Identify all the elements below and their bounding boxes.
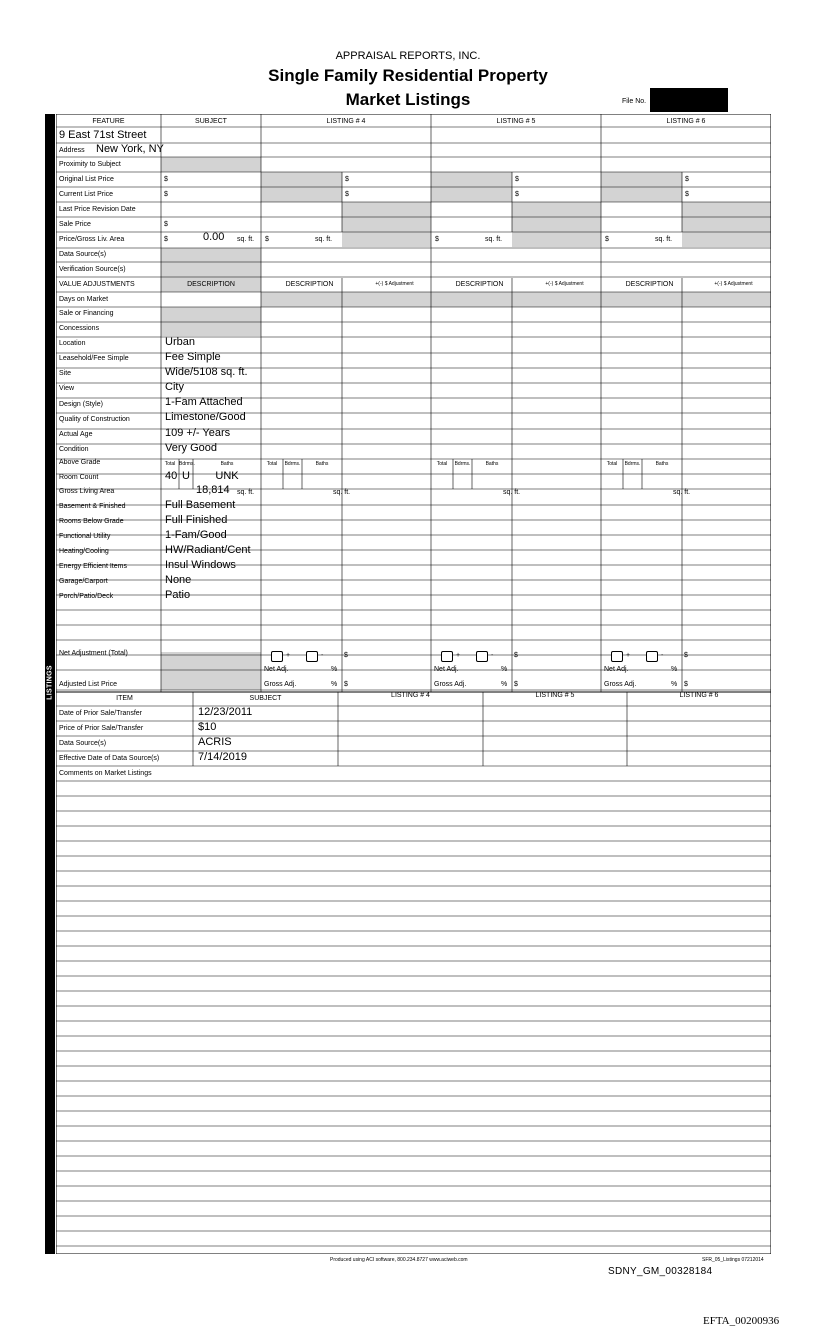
sqft-label: sq. ft. bbox=[673, 489, 691, 496]
minus-label: - bbox=[661, 652, 664, 659]
dollar-sign: $ bbox=[345, 191, 349, 198]
prior-row-label: Date of Prior Sale/Transfer bbox=[59, 710, 142, 717]
percent-sign: % bbox=[501, 666, 508, 673]
row-label: Verification Source(s) bbox=[59, 266, 126, 273]
room-bdrms-header: Bdrms. bbox=[624, 461, 641, 467]
row-label: Functional Utility bbox=[59, 533, 111, 540]
room-bdrms-header: Bdrms. bbox=[284, 461, 301, 467]
subject-price-per-area: 0.00 bbox=[203, 231, 225, 243]
dollar-sign: $ bbox=[684, 681, 688, 688]
address-label: Address bbox=[59, 147, 85, 154]
sqft-label: sq. ft. bbox=[237, 236, 255, 243]
subject-value: Urban bbox=[165, 336, 195, 348]
percent-sign: % bbox=[671, 681, 678, 688]
row-label: Data Source(s) bbox=[59, 251, 107, 258]
prior-subject-header: SUBJECT bbox=[249, 695, 282, 702]
room-baths-header: Baths bbox=[485, 461, 499, 467]
subject-street: 9 East 71st Street bbox=[59, 129, 147, 141]
row-label: Net Adjustment (Total) bbox=[59, 650, 128, 657]
dollar-sign: $ bbox=[265, 236, 269, 243]
sqft-label: sq. ft. bbox=[315, 236, 333, 243]
minus-checkbox[interactable] bbox=[306, 651, 318, 662]
sqft-label: sq. ft. bbox=[237, 489, 255, 496]
prior-row-value: ACRIS bbox=[198, 736, 232, 748]
dollar-sign: $ bbox=[514, 681, 518, 688]
room-baths-header: Baths bbox=[655, 461, 669, 467]
row-label: VALUE ADJUSTMENTS bbox=[59, 281, 135, 288]
minus-label: - bbox=[491, 652, 494, 659]
row-label: Heating/Cooling bbox=[59, 548, 109, 555]
adjustment-header: +(-) $ Adjustment bbox=[714, 281, 753, 287]
company-name: APPRAISAL REPORTS, INC. bbox=[335, 50, 481, 62]
row-label: Basement & Finished bbox=[59, 503, 126, 510]
dollar-sign: $ bbox=[164, 176, 168, 183]
subject-value: Very Good bbox=[165, 442, 217, 454]
sqft-label: sq. ft. bbox=[485, 236, 503, 243]
row-label: Leasehold/Fee Simple bbox=[59, 355, 129, 362]
subject-room-baths: UNK bbox=[215, 470, 239, 482]
subject-value: Limestone/Good bbox=[165, 411, 246, 423]
dollar-sign: $ bbox=[344, 652, 348, 659]
col-listing-4: LISTING # 4 bbox=[326, 118, 366, 125]
gross-adj-label: Gross Adj. bbox=[264, 681, 297, 688]
row-label: Quality of Construction bbox=[59, 416, 130, 423]
dollar-sign: $ bbox=[515, 191, 519, 198]
row-label: Condition bbox=[59, 446, 89, 453]
prior-listing-5-header: LISTING # 5 bbox=[535, 692, 575, 699]
col-listing-6: LISTING # 6 bbox=[666, 118, 706, 125]
percent-sign: % bbox=[331, 681, 338, 688]
prior-listing-6-header: LISTING # 6 bbox=[679, 692, 719, 699]
row-label: Days on Market bbox=[59, 296, 109, 303]
percent-sign: % bbox=[331, 666, 338, 673]
row-label: Current List Price bbox=[59, 191, 114, 198]
row-label: Room Count bbox=[59, 474, 99, 481]
plus-label: + bbox=[626, 652, 631, 659]
description-header: DESCRIPTION bbox=[625, 281, 674, 288]
subject-value: Insul Windows bbox=[165, 559, 236, 571]
room-bdrms-header: Bdrms. bbox=[454, 461, 471, 467]
row-label: Porch/Patio/Deck bbox=[59, 593, 114, 600]
prior-item-header: ITEM bbox=[116, 695, 133, 702]
subject-room-total: 40 bbox=[165, 470, 178, 482]
plus-checkbox[interactable] bbox=[611, 651, 623, 662]
subject-value: City bbox=[165, 381, 184, 393]
dollar-sign: $ bbox=[164, 191, 168, 198]
description-header: DESCRIPTION bbox=[285, 281, 334, 288]
plus-label: + bbox=[286, 652, 291, 659]
subject-value: None bbox=[165, 574, 192, 586]
subject-value: Full Basement bbox=[165, 499, 236, 511]
subject-value: HW/Radiant/Cent bbox=[165, 544, 251, 556]
subject-value: Full Finished bbox=[165, 514, 228, 526]
subject-value: Fee Simple bbox=[165, 351, 221, 363]
percent-sign: % bbox=[671, 666, 678, 673]
row-label: View bbox=[59, 385, 75, 392]
file-no-label: File No. bbox=[622, 98, 647, 105]
dollar-sign: $ bbox=[514, 652, 518, 659]
form-title: Single Family Residential Property bbox=[268, 66, 548, 85]
file-no-redaction bbox=[650, 88, 728, 112]
description-header: DESCRIPTION bbox=[187, 281, 235, 288]
room-total-header: Total bbox=[436, 461, 448, 467]
adjustment-header: +(-) $ Adjustment bbox=[375, 281, 414, 287]
dollar-sign: $ bbox=[515, 176, 519, 183]
subject-value: 1-Fam/Good bbox=[165, 529, 227, 541]
prior-row-value: 12/23/2011 bbox=[198, 706, 253, 718]
dollar-sign: $ bbox=[344, 681, 348, 688]
row-label: Proximity to Subject bbox=[59, 161, 121, 168]
dollar-sign: $ bbox=[164, 236, 168, 243]
prior-listing-4-header: LISTING # 4 bbox=[391, 692, 430, 699]
form-subtitle: Market Listings bbox=[345, 90, 471, 109]
row-label: Garage/Carport bbox=[59, 578, 108, 585]
plus-checkbox[interactable] bbox=[441, 651, 453, 662]
sqft-label: sq. ft. bbox=[333, 489, 351, 496]
col-listing-5: LISTING # 5 bbox=[496, 118, 536, 125]
room-total-header: Total bbox=[164, 461, 176, 467]
subject-gla: 18,814 bbox=[196, 484, 230, 496]
adjustment-header: +(-) $ Adjustment bbox=[545, 281, 584, 287]
dollar-sign: $ bbox=[435, 236, 439, 243]
subject-value: 109 +/- Years bbox=[165, 427, 231, 439]
net-adj-label: Net Adj. bbox=[604, 666, 629, 673]
dollar-sign: $ bbox=[685, 191, 689, 198]
row-label: Adjusted List Price bbox=[59, 681, 117, 688]
dollar-sign: $ bbox=[684, 652, 688, 659]
col-feature: FEATURE bbox=[92, 118, 125, 125]
prior-row-value: $10 bbox=[198, 721, 217, 733]
dollar-sign: $ bbox=[605, 236, 609, 243]
row-label: Site bbox=[59, 370, 72, 377]
row-label: Original List Price bbox=[59, 176, 114, 183]
minus-checkbox[interactable] bbox=[476, 651, 488, 662]
row-label: Gross Living Area bbox=[59, 488, 115, 495]
row-label: Actual Age bbox=[59, 431, 93, 438]
room-baths-header: Baths bbox=[220, 461, 234, 467]
room-total-header: Total bbox=[606, 461, 618, 467]
row-label: Sale or Financing bbox=[59, 310, 114, 317]
gross-adj-label: Gross Adj. bbox=[604, 681, 637, 688]
row-label: Concessions bbox=[59, 325, 100, 332]
minus-checkbox[interactable] bbox=[646, 651, 658, 662]
room-total-header: Total bbox=[266, 461, 278, 467]
row-label: Design (Style) bbox=[59, 401, 103, 408]
prior-row-label: Price of Prior Sale/Transfer bbox=[59, 725, 144, 732]
subject-value: 1-Fam Attached bbox=[165, 396, 243, 408]
row-label: Last Price Revision Date bbox=[59, 206, 136, 213]
row-label: Energy Efficient Items bbox=[59, 563, 127, 570]
row-label: Above Grade bbox=[59, 459, 101, 466]
plus-label: + bbox=[456, 652, 461, 659]
form-cells bbox=[56, 114, 771, 1254]
footer-form-id: SFR_05_Listings 07212014 bbox=[702, 1257, 764, 1263]
prior-row-label: Data Source(s) bbox=[59, 740, 107, 747]
sqft-label: sq. ft. bbox=[655, 236, 673, 243]
description-header: DESCRIPTION bbox=[455, 281, 504, 288]
dollar-sign: $ bbox=[164, 221, 168, 228]
plus-checkbox[interactable] bbox=[271, 651, 283, 662]
room-bdrms-header: Bdrms. bbox=[179, 461, 195, 467]
subject-value: Wide/5108 sq. ft. bbox=[165, 366, 248, 378]
row-label: Rooms Below Grade bbox=[59, 518, 124, 525]
efta-number: EFTA_00200936 bbox=[703, 1315, 780, 1327]
minus-label: - bbox=[321, 652, 324, 659]
row-label: Sale Price bbox=[59, 221, 91, 228]
subject-city: New York, NY bbox=[96, 143, 164, 155]
col-subject: SUBJECT bbox=[195, 118, 227, 125]
prior-row-label: Effective Date of Data Source(s) bbox=[59, 755, 160, 762]
net-adj-label: Net Adj. bbox=[434, 666, 459, 673]
sidebar-label: LISTINGS bbox=[46, 665, 54, 700]
percent-sign: % bbox=[501, 681, 508, 688]
dollar-sign: $ bbox=[685, 176, 689, 183]
footer-produced: Produced using ACI software, 800.234.8727 www.aciweb.com bbox=[330, 1257, 468, 1263]
subject-room-bdrms: U bbox=[182, 470, 190, 482]
net-adj-label: Net Adj. bbox=[264, 666, 289, 673]
sqft-label: sq. ft. bbox=[503, 489, 521, 496]
row-label: Location bbox=[59, 340, 86, 347]
comments-label: Comments on Market Listings bbox=[59, 770, 152, 777]
prior-row-value: 7/14/2019 bbox=[198, 751, 247, 763]
room-baths-header: Baths bbox=[315, 461, 329, 467]
gross-adj-label: Gross Adj. bbox=[434, 681, 467, 688]
bates-number: SDNY_GM_00328184 bbox=[608, 1266, 713, 1277]
row-label: Price/Gross Liv. Area bbox=[59, 236, 125, 243]
dollar-sign: $ bbox=[345, 176, 349, 183]
subject-value: Patio bbox=[165, 589, 191, 601]
